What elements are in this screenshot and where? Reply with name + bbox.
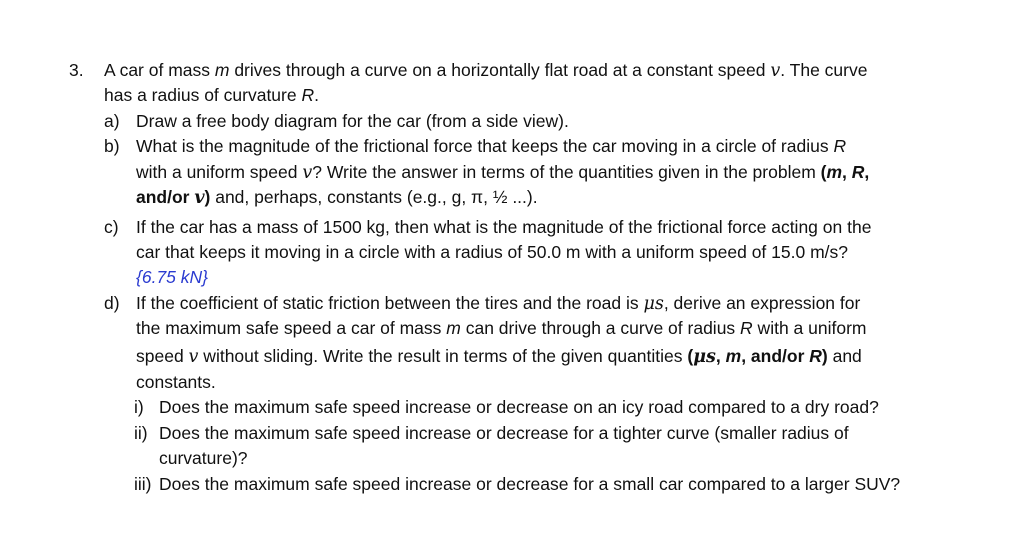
subq-iii-label: iii) (134, 474, 152, 494)
part-d-line-1: If the coefficient of static friction between the tires and the road is μs, derive an expression for (136, 293, 861, 314)
part-b-label: b) (104, 136, 120, 156)
subq-ii-line-1: Does the maximum safe speed increase or decrease for a tighter curve (smaller radius of (159, 423, 849, 443)
subq-i-label: i) (134, 397, 144, 417)
part-c-line-1: If the car has a mass of 1500 kg, then what is the magnitude of the frictional force acting on the (136, 217, 872, 237)
part-d-line-2: the maximum safe speed a car of mass m can drive through a curve of radius R with a uniform (136, 318, 867, 338)
part-d-label: d) (104, 293, 120, 313)
part-c-line-2: car that keeps it moving in a circle with a radius of 50.0 m with a uniform speed of 15.0 m/s? (136, 242, 849, 262)
part-b-line-2: with a uniform speed v? Write the answer in terms of the quantities given in the problem (m, R, (136, 162, 870, 183)
part-a-label: a) (104, 111, 120, 131)
part-c-answer: {6.75 kN} (136, 267, 208, 287)
part-a-text: Draw a free body diagram for the car (from a side view). (136, 111, 569, 131)
subq-i-text: Does the maximum safe speed increase or decrease on an icy road compared to a dry road? (159, 397, 879, 417)
problem-intro-line-2: has a radius of curvature R. (104, 85, 319, 105)
problem-number: 3. (69, 60, 84, 80)
subq-iii-text: Does the maximum safe speed increase or decrease for a small car compared to a larger SUV? (159, 474, 901, 494)
problem-intro-line-1: A car of mass m drives through a curve on a horizontally flat road at a constant speed v. The curve (104, 60, 868, 81)
part-d-line-4: constants. (136, 372, 216, 392)
part-d-line-3: speed v without sliding. Write the result in terms of the given quantities (μs, m, and/or R) and (136, 346, 862, 367)
part-b-line-1: What is the magnitude of the frictional force that keeps the car moving in a circle of radius R (136, 136, 847, 156)
part-b-line-3: and/or v) and, perhaps, constants (e.g., g, π, ½ ...). (136, 187, 538, 208)
part-c-label: c) (104, 217, 119, 237)
subq-ii-label: ii) (134, 423, 148, 443)
subq-ii-line-2: curvature)? (159, 448, 248, 468)
